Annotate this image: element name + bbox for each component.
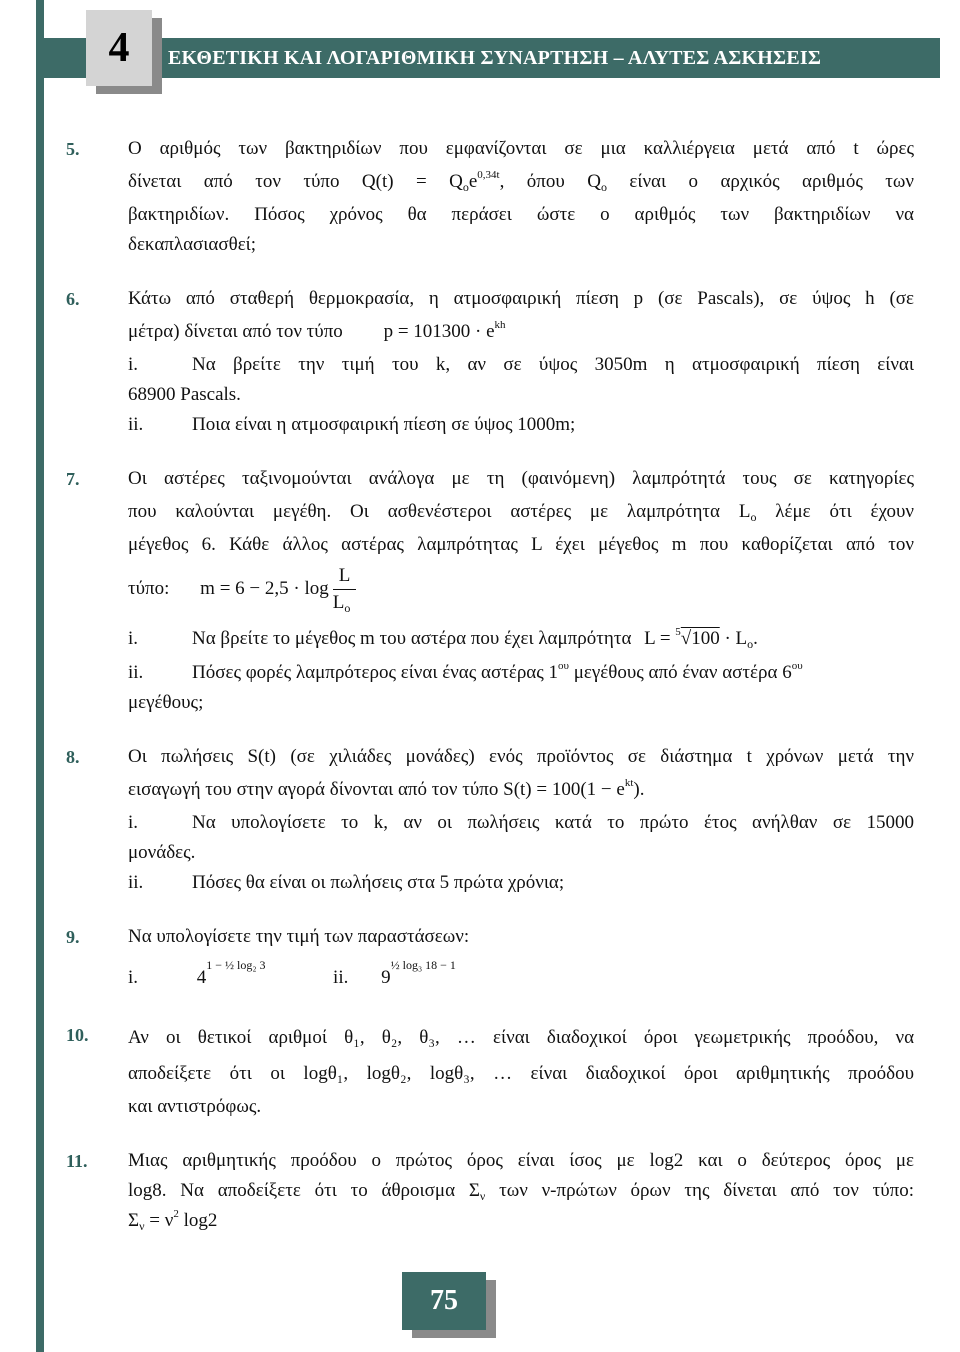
subquestion-label: ii.	[333, 967, 349, 988]
problem-text-formula-line	[128, 1020, 914, 1056]
text: αποδείξετε ότι οι	[128, 1063, 285, 1084]
problem-7	[66, 464, 914, 718]
subquestion-label: ii.	[128, 662, 144, 683]
subquestion-text: Να υπολογίσετε το k, αν οι πωλήσεις κατά το πρώτο έτος ανήλθαν σε 15000	[192, 812, 914, 833]
expression-i: $4^{1 - \frac{1}{2} log_2 3}$	[196, 958, 266, 988]
problem-5	[66, 134, 914, 260]
subquestion-text: Να βρείτε την τιμή του k, αν σε ύψος 3050m η ατμοσφαιρική πίεση είναι	[192, 354, 914, 375]
problem-6	[66, 284, 914, 440]
problem-text: Οι αστέρες ταξινομούνται ανάλογα με τη (φαινόμενη) λαμπρότητά τους σε κατηγορίες	[128, 468, 914, 489]
formula-l0: $L_o$	[738, 501, 757, 524]
text: των ν-πρώτων όρων της δίνεται από τον τύπο:	[499, 1180, 915, 1201]
subquestion-text: Να βρείτε το μέγεθος m του αστέρα που έχει λαμπρότητα $L = ^5√100 \cdot L_o$.	[192, 626, 758, 651]
problem-text-formula-line	[128, 494, 914, 530]
problem-text: Ο αριθμός των βακτηριδίων που εμφανίζονται σε μια καλλιέργεια μετά από t ώρες	[128, 138, 914, 159]
text: είναι ο αρχικός αριθμός των	[629, 171, 915, 192]
subquestion-label: i.	[128, 812, 139, 833]
expressions-row	[128, 952, 914, 996]
problem-text-formula-line	[128, 772, 914, 808]
formula: $p = 101300 \cdot e^{kh}$	[383, 319, 506, 342]
formula: $S(t) = 100(1 - e^{kt})$.	[503, 777, 645, 800]
problem-number: 9.	[66, 927, 80, 947]
problem-8	[66, 742, 914, 898]
formula: θ₁, θ₂, θ₃, …	[344, 1027, 476, 1048]
problem-text-formula-line	[128, 1176, 914, 1206]
formula: $L = ^5√100 \cdot L_o$.	[644, 626, 758, 651]
subquestion-i	[128, 808, 914, 838]
formula: $\Sigma_\nu = \nu^2$ log2	[128, 1208, 218, 1233]
left-vertical-rule	[36, 0, 44, 1352]
formula: logθ₁, logθ₂, logθ₃, …	[303, 1063, 513, 1084]
text: εισαγωγή του στην αγορά δίνονται από τον τύπο	[128, 779, 499, 800]
problem-text: βακτηριδίων. Πόσος χρόνος θα περάσει ώστε ο αριθμός των βακτηριδίων να	[128, 204, 914, 225]
problems-list	[66, 134, 914, 1260]
text: που καλούνται μεγέθη. Οι ασθενέστεροι αστέρες με λαμπρότητα	[128, 501, 721, 522]
text: λέμε ότι έχουν	[775, 501, 915, 522]
problem-text-formula-line	[128, 1056, 914, 1092]
problem-text: Κάτω από σταθερή θερμοκρασία, η ατμοσφαιρική πίεση p (σε Pascals), σε ύψος h (σε	[128, 288, 914, 309]
chapter-title: ΕΚΘΕΤΙΚΗ ΚΑΙ ΛΟΓΑΡΙΘΜΙΚΗ ΣΥΝΑΡΤΗΣΗ – ΑΛΥΤΕΣ ΑΣΚΗΣΕΙΣ	[168, 47, 822, 69]
problem-9	[66, 922, 914, 996]
problem-text: και αντιστρόφως.	[128, 1096, 262, 1117]
subquestion-label: i.	[128, 628, 139, 649]
formula-q0: $Q_o$	[587, 171, 607, 194]
formula: $Q(t) = Q_oe^{0,34t}$	[361, 169, 500, 194]
subquestion-ii	[128, 410, 914, 440]
subquestion-text: Πόσες φορές λαμπρότερος είναι ένας αστέρας $1^{o\upsilon}$ μεγέθους από έναν αστέρα $6^{o\upsilon}$	[192, 660, 803, 683]
subquestion-ii	[128, 658, 914, 688]
text: δίνεται από τον τύπο	[128, 171, 340, 192]
problem-11	[66, 1146, 914, 1236]
subquestion-label: ii.	[128, 414, 144, 435]
text: είναι διαδοχικοί όροι αριθμητικής προόδου	[530, 1063, 915, 1084]
problem-number: 10.	[66, 1025, 89, 1045]
problem-text: Οι πωλήσεις S(t) (σε χιλιάδες μονάδες) ενός προϊόντος σε διάστημα t χρόνων μετά την	[128, 746, 914, 767]
text: , όπου	[499, 171, 565, 192]
chapter-number: 4	[86, 10, 152, 86]
fraction: $\frac{L}{L_o}$	[333, 563, 357, 616]
problem-text-formula-line	[128, 560, 914, 618]
expression-ii: $9^{\frac{1}{2} log_3 18 - 1}$	[381, 958, 456, 988]
problem-text: Να υπολογίσετε την τιμή των παραστάσεων:	[128, 926, 470, 947]
subquestion-text: μονάδες.	[128, 842, 196, 863]
problem-number: 11.	[66, 1151, 88, 1171]
problem-number: 5.	[66, 139, 80, 159]
subquestion-label: i.	[128, 967, 139, 988]
problem-text: δεκαπλασιασθεί;	[128, 234, 257, 255]
problem-number: 7.	[66, 469, 80, 489]
problem-number: 8.	[66, 747, 80, 767]
subquestion-text: μεγέθους;	[128, 692, 204, 713]
text: log8. Να αποδείξετε ότι το άθροισμα	[128, 1180, 456, 1201]
problem-text: μέγεθος 6. Κάθε άλλος αστέρας λαμπρότητας L έχει μέγεθος m που καθορίζεται από τον	[128, 534, 914, 555]
subquestion-i	[128, 350, 914, 380]
formula-sum: $\Sigma_\nu$	[468, 1180, 486, 1203]
subquestion-text: Ποια είναι η ατμοσφαιρική πίεση σε ύψος 1000m;	[192, 414, 576, 435]
text: τύπο:	[128, 578, 170, 599]
subquestion-ii	[128, 868, 914, 898]
problem-text: Μιας αριθμητικής προόδου ο πρώτος όρος είναι ίσος με log2 και ο δεύτερος όρος με	[128, 1150, 914, 1171]
problem-text-formula-line	[128, 314, 914, 350]
subquestion-label: i.	[128, 354, 139, 375]
text: Αν οι θετικοί αριθμοί	[128, 1027, 327, 1048]
formula: m = 6 − 2,5 · log $\frac{L}{L_o}$	[200, 578, 360, 599]
subquestion-text: 68900 Pascals.	[128, 384, 241, 405]
problem-text-formula-line	[128, 164, 914, 200]
text: είναι διαδοχικοί όροι γεωμετρικής προόδου, να	[493, 1027, 915, 1048]
page-number: 75	[402, 1272, 486, 1330]
text: μέτρα) δίνεται από τον τύπο	[128, 321, 343, 342]
subquestion-label: ii.	[128, 872, 144, 893]
problem-10	[66, 1020, 914, 1122]
problem-number: 6.	[66, 289, 80, 309]
subquestion-text: Πόσες θα είναι οι πωλήσεις στα 5 πρώτα χρόνια;	[192, 872, 565, 893]
subquestion-i	[128, 624, 914, 654]
